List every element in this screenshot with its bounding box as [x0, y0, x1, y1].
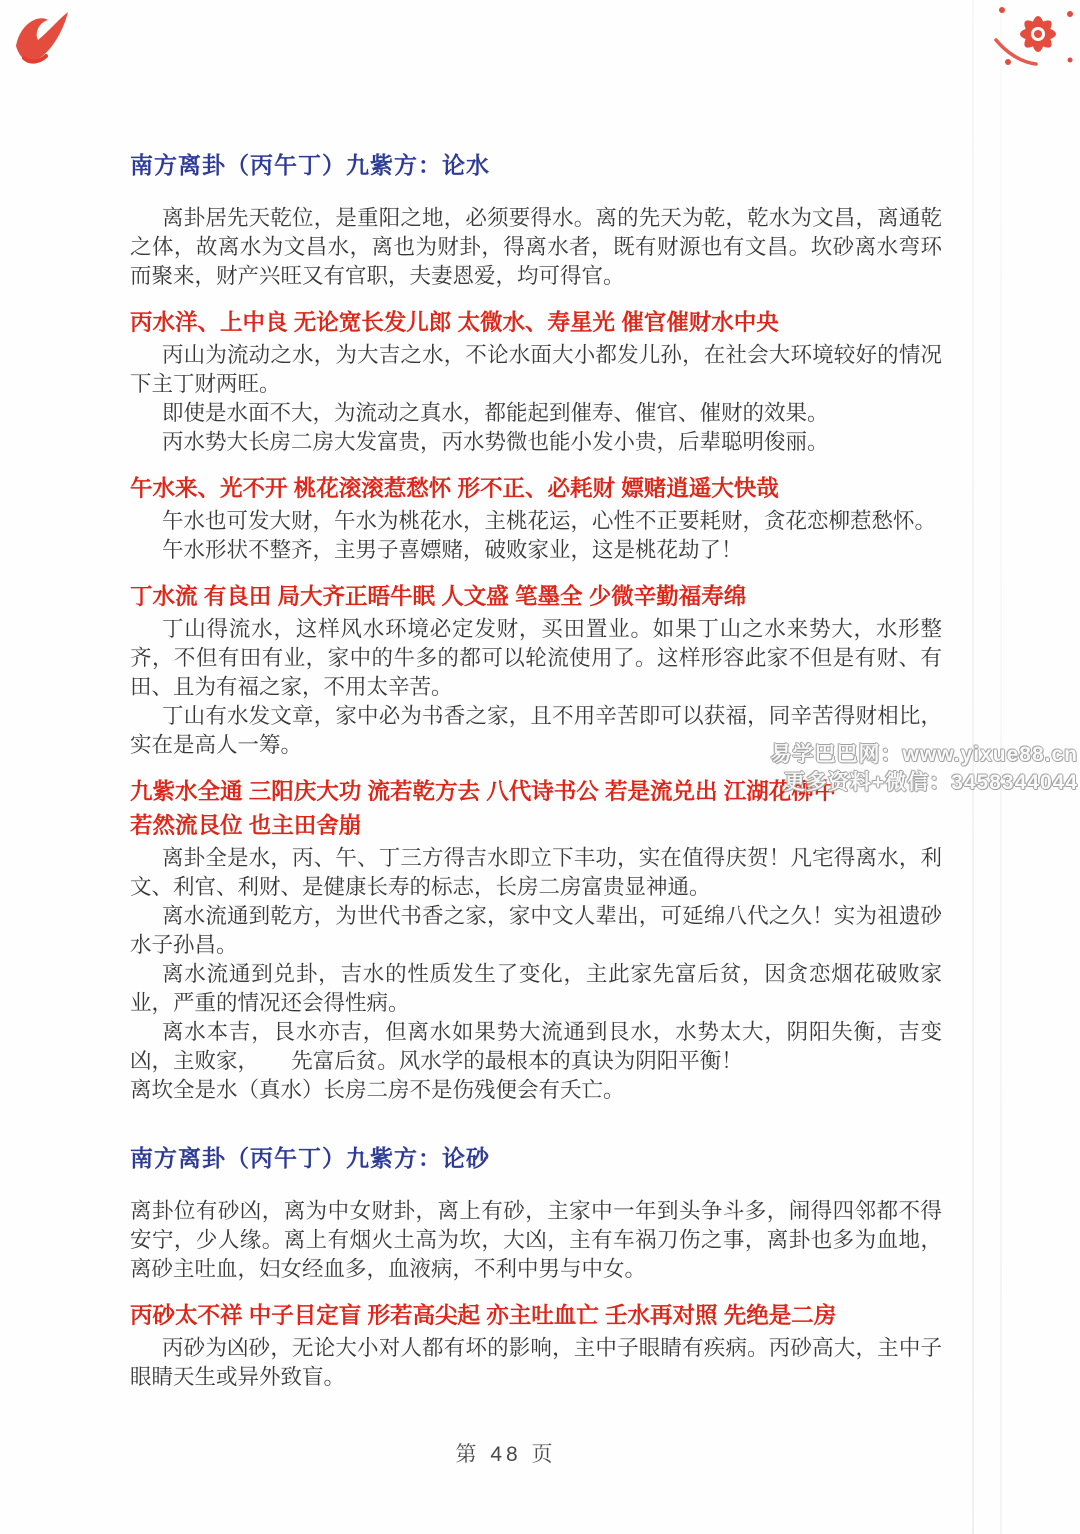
- paragraph: 离卦居先天乾位，是重阳之地，必须要得水。离的先天为乾，乾水为文昌，离通乾之体，故离水为文昌水，离也为财卦，得离水者，既有财源也有文昌。坎砂离水弯环而聚来，财产兴旺又有官职，夫妻恩爱，均可得官。: [130, 206, 942, 288]
- paragraph: 丙水势大长房二房大发富贵，丙水势微也能小发小贵，后辈聪明俊丽。: [162, 430, 829, 454]
- corner-decoration-right: [986, 0, 1078, 83]
- paragraph: 丁山有水发文章，家中必为书香之家，且不用辛苦即可以获福，同辛苦得财相比，实在是高人一筹。: [130, 704, 942, 757]
- paragraph: 丙砂为凶砂，无论大小对人都有坏的影响，主中子眼睛有疾病。丙砂高大，主中子眼睛天生或异外致盲。: [130, 1336, 942, 1389]
- flower-burst-icon: [986, 0, 1078, 78]
- ribbon-swirl-icon: [10, 6, 72, 72]
- section-heading: 丙砂太不祥 中子目定盲 形若高尖起 亦主吐血亡 壬水再对照 先绝是二房: [130, 1303, 837, 1328]
- section-heading: 丙水洋、上中良 无论宽长发儿郎 太微水、寿星光 催官催财水中央: [130, 310, 779, 335]
- section-heading: 午水来、光不开 桃花滚滚惹愁怀 形不正、必耗财 嫖赌逍遥大快哉: [130, 476, 779, 501]
- paragraph: 离卦位有砂凶，离为中女财卦，离上有砂，主家中一年到头争斗多，闹得四邻都不得安宁，少人缘。离上有烟火土高为坎，大凶，主有车祸刀伤之事，离卦也多为血地，离砂主吐血，妇女经血多，血液病，不利中男与中女。: [130, 1199, 942, 1281]
- paragraph: 午水也可发大财，午水为桃花水，主桃花运，心性不正要耗财，贪花恋柳惹愁怀。: [162, 509, 937, 533]
- paragraph: 即使是水面不大，为流动之真水，都能起到催寿、催官、催财的效果。: [162, 401, 829, 425]
- watermark-line-wechat: 更多资料+微信：3458344044: [783, 771, 1078, 794]
- paragraph: 丁山得流水，这样风水环境必定发财，买田置业。如果丁山之水来势大，水形整齐，不但有田有业，家中的牛多的都可以轮流使用了。这样形容此家不但是有财、有田、且为有福之家，不用太辛苦。: [130, 617, 942, 699]
- watermark: [771, 741, 1078, 797]
- section-heading-line2: 若然流艮位 也主田舍崩: [130, 813, 362, 838]
- section-heading: 丁水流 有良田 局大齐正晤牛眠 人文盛 笔墨全 少微辛勤福寿绵: [130, 584, 747, 609]
- paragraph: 离水本吉，艮水亦吉，但离水如果势大流通到艮水，水势太大，阴阳失衡，吉变凶，主败家， 先富后贫。风水学的最根本的真诀为阴阳平衡！: [130, 1020, 942, 1073]
- corner-decoration-left: [10, 6, 72, 77]
- paragraph: 离水流通到乾方，为世代书香之家，家中文人辈出，可延绵八代之久！实为祖遗砂水子孙昌。: [130, 904, 942, 957]
- paragraph: 离水流通到兑卦，吉水的性质发生了变化，主此家先富后贫，因贪恋烟花破败家业，严重的情况还会得性病。: [130, 962, 942, 1015]
- page-number: 第 48 页: [455, 1443, 557, 1466]
- paragraph: 离坎全是水（真水）长房二房不是伤残便会有夭亡。: [130, 1078, 625, 1102]
- section-heading: 九紫水全通 三阳庆大功 流若乾方去 八代诗书公 若是流兑出 江湖花柳中: [130, 779, 837, 804]
- paragraph: 丙山为流动之水，为大吉之水，不论水面大小都发儿孙，在社会大环境较好的情况下主丁财两旺。: [130, 343, 942, 396]
- watermark-line-site: 易学巴巴网：www.yixue88.cn: [770, 743, 1078, 766]
- paragraph: 午水形状不整齐，主男子喜嫖赌，破败家业，这是桃花劫了！: [162, 538, 743, 562]
- paragraph: 离卦全是水，丙、午、丁三方得吉水即立下丰功，实在值得庆贺！凡宅得离水，利文、利官、利财、是健康长寿的标志，长房二房富贵显神通。: [130, 846, 942, 899]
- section-title: 南方离卦（丙午丁）九紫方：论砂: [130, 1145, 490, 1171]
- section-title: 南方离卦（丙午丁）九紫方：论水: [130, 152, 490, 178]
